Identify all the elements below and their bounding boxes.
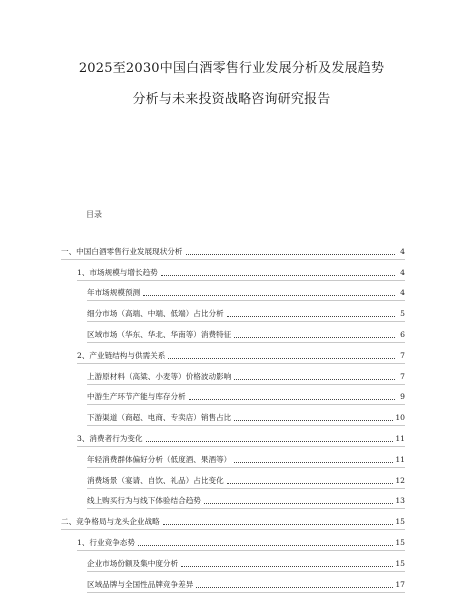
toc-entry-page-number: 15: [395, 558, 405, 568]
toc-entry-title: 消费场景（宴请、自饮、礼品）占比变化: [87, 475, 224, 485]
toc-dot-leader: [143, 295, 395, 296]
toc-entry-page-number: 9: [400, 392, 405, 402]
toc-dot-leader: [181, 566, 393, 567]
toc-entry[interactable]: [61, 447, 405, 468]
toc-dot-leader: [234, 337, 395, 338]
table-of-contents: [61, 239, 405, 593]
toc-dot-leader: [138, 545, 393, 546]
toc-row-divider: [87, 592, 405, 593]
toc-entry[interactable]: [61, 260, 405, 281]
toc-heading: 目录: [86, 210, 102, 219]
toc-entry-page-number: 13: [395, 496, 405, 506]
document-title-line-2: 分析与未来投资战略咨询研究报告: [132, 92, 331, 107]
toc-dot-leader: [234, 379, 395, 380]
toc-entry-title: 企业市场份额及集中度分析: [87, 558, 179, 568]
toc-entry-page-number: 10: [395, 413, 405, 423]
toc-entry-title: 中游生产环节产能与库存分析: [87, 392, 186, 402]
toc-entry[interactable]: [61, 281, 405, 302]
document-title-line-1: 2025至2030中国白酒零售行业发展分析及发展趋势: [78, 61, 385, 76]
toc-entry[interactable]: [61, 426, 405, 447]
toc-entry-page-number: 12: [395, 475, 405, 485]
toc-entry-page-number: 11: [395, 433, 405, 443]
toc-dot-leader: [161, 275, 395, 276]
toc-entry-page-number: 6: [400, 329, 405, 339]
toc-entry-title: 细分市场（高端、中端、低端）占比分析: [87, 309, 224, 319]
toc-dot-leader: [168, 358, 395, 359]
toc-entry[interactable]: [61, 239, 405, 260]
toc-dot-leader: [227, 316, 395, 317]
toc-dot-leader: [146, 441, 394, 442]
toc-entry-title: 下游渠道（商超、电商、专卖店）销售占比: [87, 413, 232, 423]
toc-entry-title: 二、竞争格局与龙头企业战略: [61, 517, 160, 527]
toc-dot-leader: [196, 587, 393, 588]
toc-entry-page-number: 5: [400, 309, 405, 319]
toc-dot-leader: [163, 524, 394, 525]
toc-entry[interactable]: [61, 572, 405, 593]
toc-entry-title: 一、中国白酒零售行业发展现状分析: [61, 246, 183, 256]
toc-dot-leader: [204, 503, 393, 504]
toc-entry[interactable]: [61, 468, 405, 489]
toc-entry-page-number: 11: [395, 454, 405, 464]
toc-dot-leader: [189, 399, 395, 400]
toc-entry-page-number: 7: [400, 350, 405, 360]
toc-entry[interactable]: [61, 509, 405, 530]
toc-entry-title: 区域市场（华东、华北、华南等）消费特征: [87, 329, 232, 339]
toc-entry-title: 年轻消费群体偏好分析（低度酒、果酒等）: [87, 454, 232, 464]
toc-entry[interactable]: [61, 322, 405, 343]
toc-entry[interactable]: [61, 301, 405, 322]
toc-entry-page-number: 4: [400, 246, 405, 256]
toc-entry-page-number: 4: [400, 288, 405, 298]
toc-entry[interactable]: [61, 364, 405, 385]
toc-entry-page-number: 15: [395, 537, 405, 547]
toc-entry[interactable]: [61, 343, 405, 364]
toc-entry[interactable]: [61, 551, 405, 572]
toc-entry-title: 区域品牌与全国性品牌竞争差异: [87, 579, 194, 589]
toc-entry[interactable]: [61, 405, 405, 426]
toc-entry-title: 2、产业链结构与供需关系: [77, 350, 166, 360]
toc-entry-page-number: 17: [395, 579, 405, 589]
toc-entry-page-number: 15: [395, 517, 405, 527]
toc-dot-leader: [234, 420, 393, 421]
toc-dot-leader: [227, 483, 394, 484]
toc-entry-title: 3、消费者行为变化: [77, 433, 143, 443]
toc-entry-title: 线上购买行为与线下体验结合趋势: [87, 496, 201, 506]
toc-dot-leader: [186, 254, 396, 255]
toc-entry-title: 年市场规模预测: [87, 288, 141, 298]
toc-dot-leader: [234, 462, 393, 463]
toc-entry-page-number: 4: [400, 267, 405, 277]
toc-entry-title: 1、行业竞争态势: [77, 537, 135, 547]
toc-entry-page-number: 7: [400, 371, 405, 381]
toc-entry[interactable]: [61, 530, 405, 551]
toc-entry-title: 1、市场规模与增长趋势: [77, 267, 158, 277]
toc-entry[interactable]: [61, 489, 405, 510]
toc-entry-title: 上游原材料（高粱、小麦等）价格波动影响: [87, 371, 232, 381]
toc-entry[interactable]: [61, 385, 405, 406]
